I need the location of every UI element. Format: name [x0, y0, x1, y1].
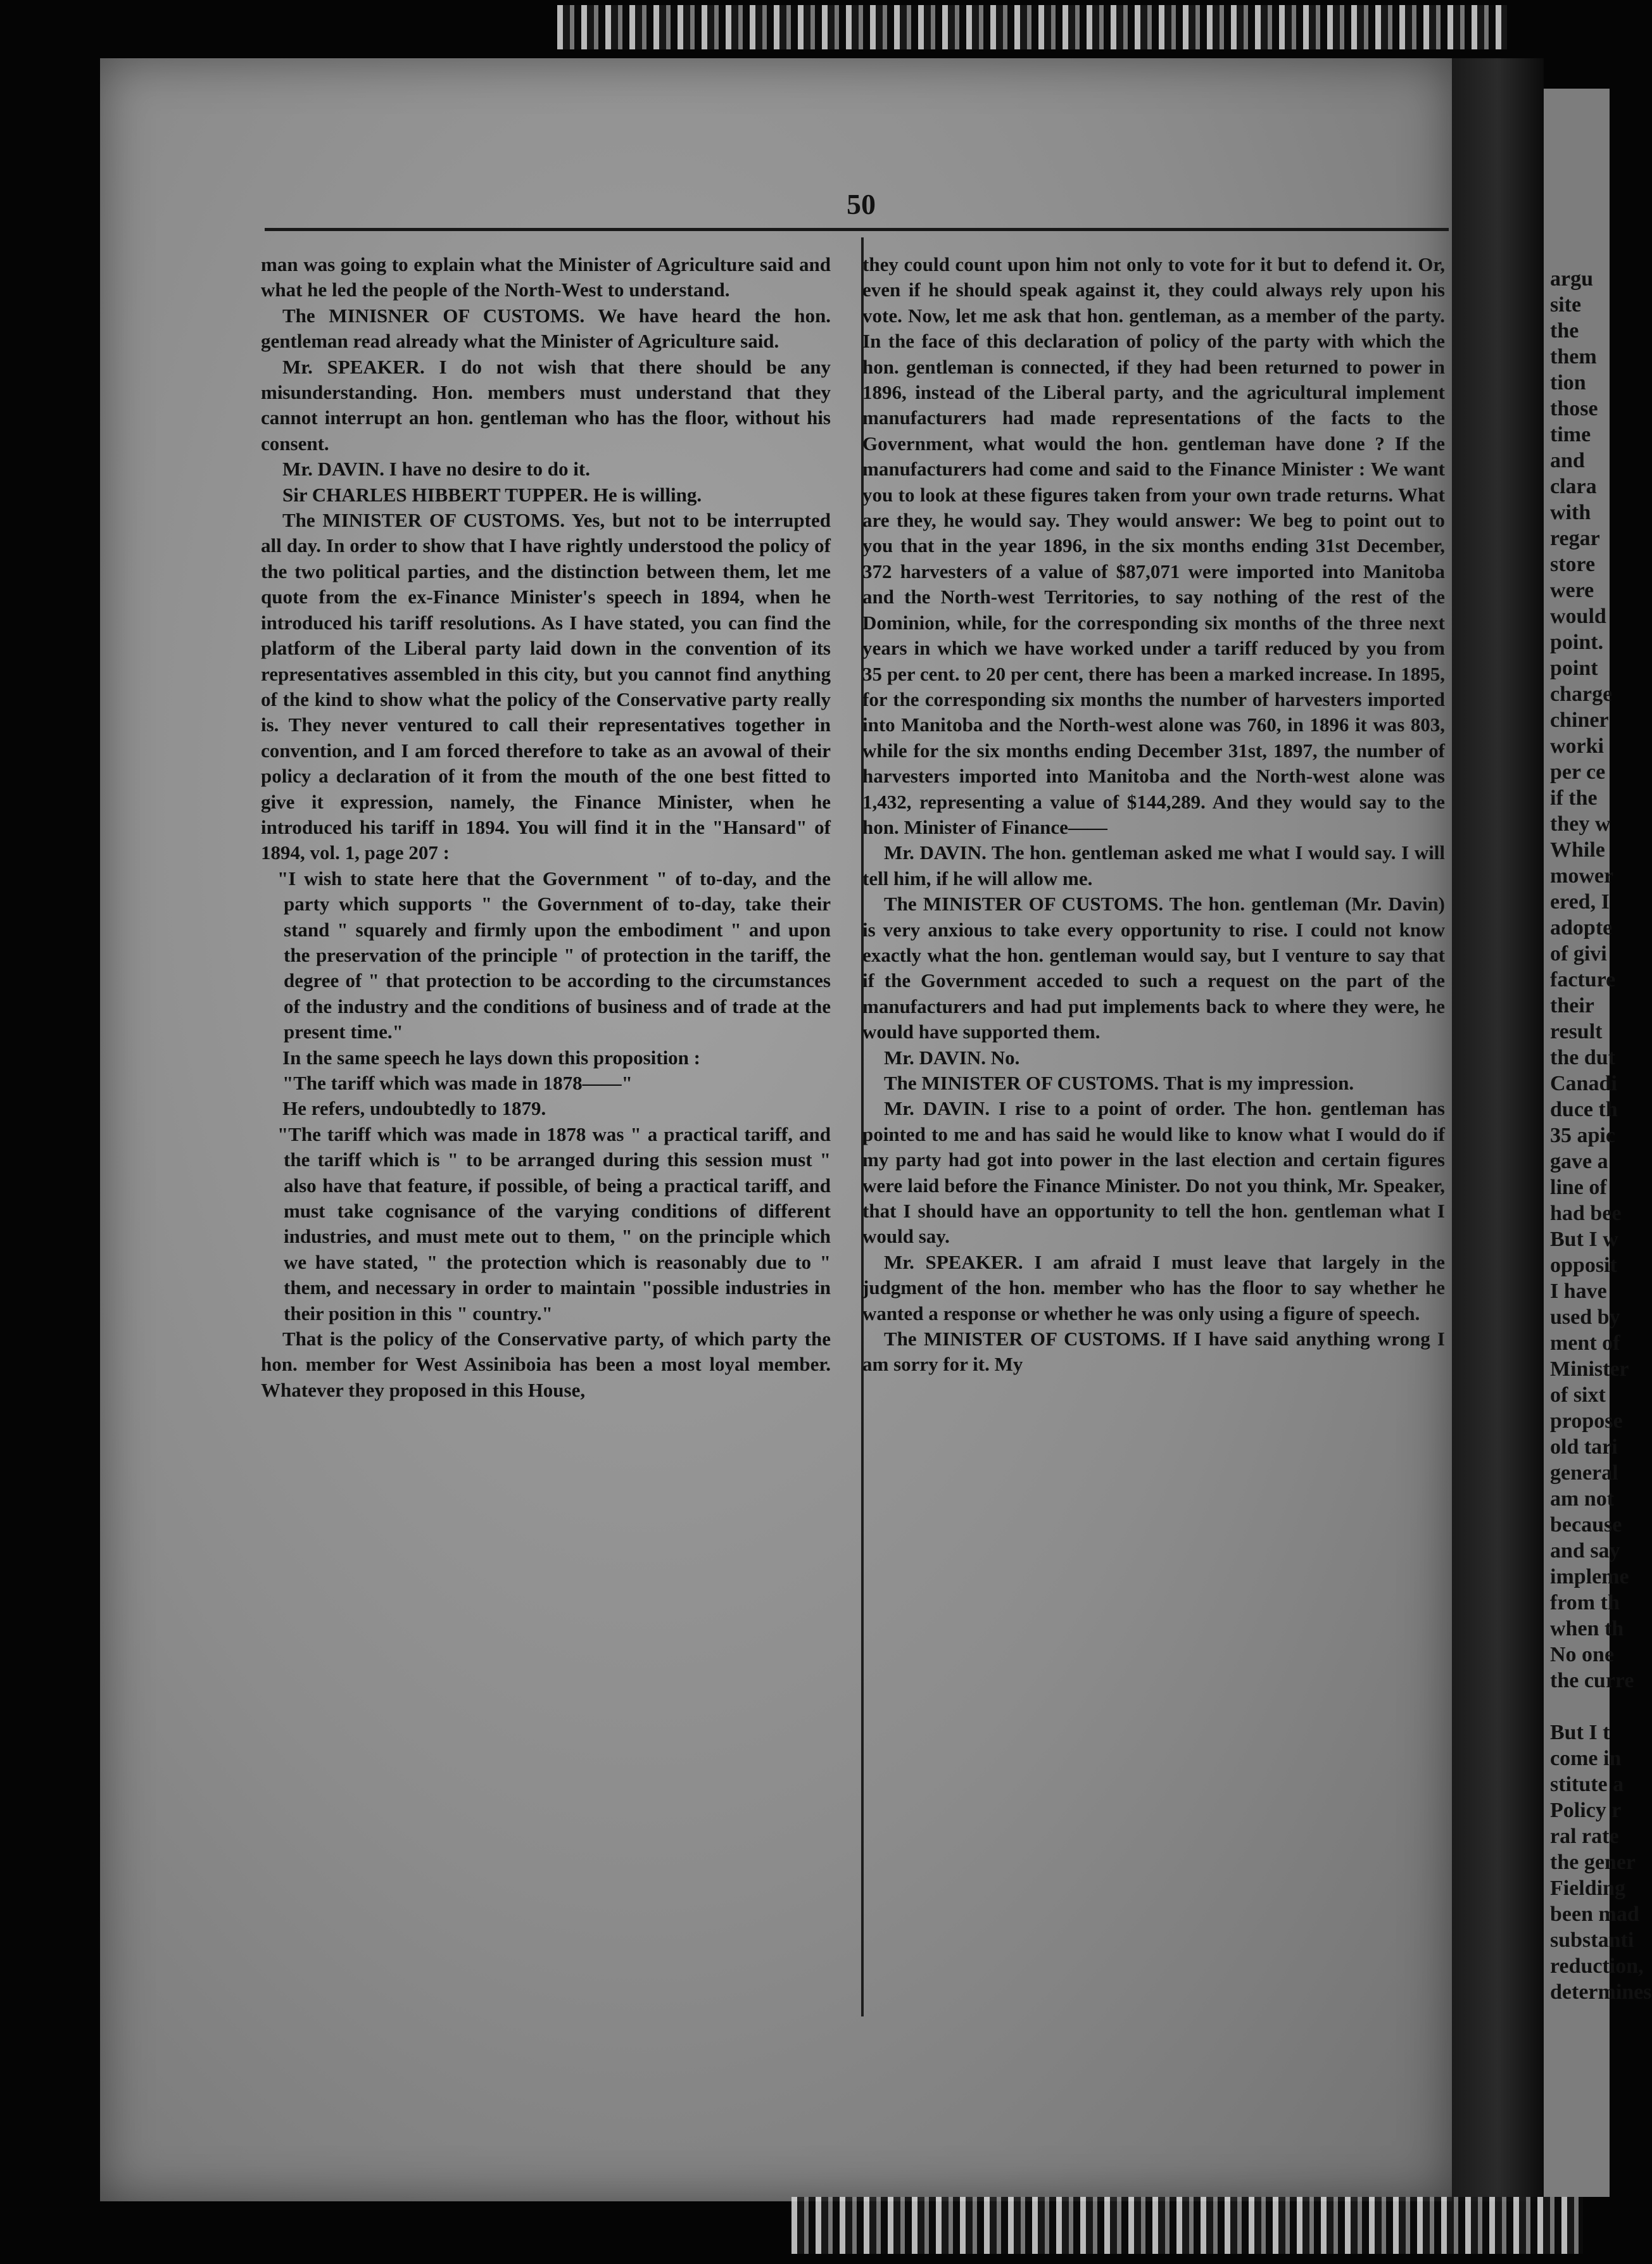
adjacent-page-line: would [1550, 605, 1606, 628]
adjacent-page-line: ment of [1550, 1331, 1620, 1355]
adjacent-page-line: been mad [1550, 1902, 1639, 1926]
adjacent-page-line: per ce [1550, 760, 1606, 784]
adjacent-page-line: But I w [1550, 1228, 1618, 1251]
adjacent-page-line: when th [1550, 1617, 1624, 1640]
adjacent-page-line: old tari [1550, 1435, 1618, 1459]
adjacent-page-line: because [1550, 1513, 1622, 1537]
adjacent-page-line: mower [1550, 864, 1614, 888]
adjacent-page-line: line of [1550, 1176, 1607, 1199]
paragraph: In the same speech he lays down this proposition : [282, 1046, 700, 1069]
paragraph: The MINISTER OF CUSTOMS. Yes, but not to be interrupted all day. In order to show that I have rightly understood the policy of the two political parties, and the distinction between them, let me quote from the ex-Finance Minister's speech in 1894, when he introduced his tariff resolutions. As I have stated, you can find the platform of the Liberal party laid down in the convention of its representatives assembled in this city, but you cannot find anything of the kind to show what the policy of the Conservative party really is. They never ventured to call their representatives together in convention, and I am forced therefore to take as an avowal of their policy a declaration of it from the mouth of the one best fitted to give it expression, namely, the Finance Minister, when he introduced his tariff in 1894. You will find it in the "Hansard" of 1894, vol. 1, page 207 : [261, 509, 831, 864]
paragraph: The MINISTER OF CUSTOMS. The hon. gentleman (Mr. Davin) is very anxious to take every opportunity to rise. I could not know exactly what the hon. gentleman would say, but I venture to say that if the Government acceded to such a request on the part of the manufacturers and had put implements back to where they were, he would have supported them. [862, 893, 1445, 1043]
paragraph: Mr. DAVIN. No. [884, 1046, 1020, 1069]
paragraph: The MINISNER OF CUSTOMS. We have heard the hon. gentleman read already what the Minister of Agriculture said. [261, 304, 831, 353]
adjacent-page-line: the dut [1550, 1046, 1615, 1069]
scan-border-top [557, 5, 1507, 49]
adjacent-page-line: charge [1550, 682, 1613, 706]
adjacent-page-line: if the [1550, 786, 1598, 810]
adjacent-page-line: Fielding [1550, 1877, 1626, 1900]
left-column [261, 252, 831, 1403]
adjacent-page-text [1544, 89, 1652, 2005]
adjacent-page-line: am not [1550, 1487, 1615, 1511]
scan-border-bottom [791, 2197, 1583, 2254]
adjacent-page-line: their [1550, 994, 1594, 1017]
book-gutter [1452, 58, 1544, 2201]
adjacent-page-line: ral rate [1550, 1825, 1619, 1848]
adjacent-page-line: tion [1550, 371, 1586, 394]
paragraph: man was going to explain what the Minister of Agriculture said and what he led the people of the North-West to understand. [261, 253, 831, 301]
adjacent-page-line: the [1550, 319, 1579, 343]
paragraph: Mr. SPEAKER. I am afraid I must leave that largely in the judgment of the hon. member who has the floor to say whether he wanted a response or whether he was only using a figure of speech. [862, 1250, 1445, 1324]
adjacent-page-line: ered, I [1550, 890, 1610, 914]
adjacent-page-line: the curre [1550, 1669, 1634, 1692]
adjacent-page-line: substanti [1550, 1928, 1634, 1952]
paragraph: Sir CHARLES HIBBERT TUPPER. He is willing. [282, 483, 702, 506]
adjacent-page-line: adopte [1550, 916, 1613, 940]
adjacent-page-line: gave a [1550, 1150, 1608, 1173]
adjacent-page-line: the gener [1550, 1851, 1636, 1874]
adjacent-page-line: time [1550, 423, 1591, 446]
adjacent-page-line: Canadi [1550, 1072, 1617, 1095]
adjacent-page-line: come in [1550, 1747, 1622, 1770]
adjacent-page-line: those [1550, 397, 1598, 420]
adjacent-page-line: impleme [1550, 1565, 1629, 1588]
adjacent-page-line: were [1550, 579, 1594, 602]
paragraph: The MINISTER OF CUSTOMS. If I have said anything wrong I am sorry for it. My [862, 1328, 1445, 1376]
adjacent-page-line: propose [1550, 1409, 1623, 1433]
paragraph: That is the policy of the Conservative party, of which party the hon. member for West Assiniboia has been a most loyal member. Whatever they proposed in this House, [261, 1328, 831, 1401]
quotation: "The tariff which was made in 1878——" [282, 1072, 633, 1094]
adjacent-page-line: clara [1550, 475, 1597, 498]
adjacent-page-line: chiner [1550, 708, 1609, 732]
adjacent-page-line: they w [1550, 812, 1611, 836]
adjacent-page-line: determines [1550, 1980, 1652, 2004]
adjacent-page-line: opposit [1550, 1254, 1617, 1277]
paragraph: Mr. DAVIN. I rise to a point of order. The hon. gentleman has pointed to me and has said he would like to know what I would do if my party had got into power in the last election and certain figures were laid before the Finance Minister. Do not you think, Mr. Speaker, that I should have an opportunity to tell the hon. gentleman what I would say. [862, 1097, 1445, 1248]
adjacent-page-line: site [1550, 293, 1582, 317]
adjacent-page-line: used by [1550, 1305, 1620, 1329]
adjacent-page-line: reduction, [1550, 1954, 1644, 1978]
paragraph: Mr. DAVIN. I have no desire to do it. [282, 458, 590, 481]
header-rule [265, 228, 1449, 231]
adjacent-page-line: them [1550, 345, 1597, 368]
adjacent-page-line: stitute a [1550, 1773, 1624, 1796]
paragraph: they could count upon him not only to vote for it but to defend it. Or, even if he should speak against it, they could always rely upon his vote. Now, let me ask that hon. gentleman, as a member of the party. In the face of this declaration of policy of the party with which the hon. gentleman is connected, if they had been returned to power in 1896, instead of the Liberal party, and the agricultural implement manufacturers had made representations of the facts to the Government, what would the hon. gentleman have done ? If the manufacturers had come and said to the Finance Minister : We want you to look at these figures taken from your own trade returns. What are they, he would say. They would answer: We beg to point out to you that in the year 1896, in the six months ending 31st December, 372 harvesters of a value of $87,071 were imported into Manitoba and the North-west Territories, to say nothing of the rest of the Dominion, while, for the corresponding six months of the three next years in which we have worked under a tariff reduced by you from 35 per cent. to 20 per cent, there has been a marked increase. In 1895, for the corresponding six months the number of harvesters imported into Manitoba and the North-west alone was 760, in 1896 it was 803, while for the six months ending December 31st, 1897, the number of harvesters imported into Manitoba and the North-west alone was 1,432, representing a value of $144,289. And they would say to the hon. Minister of Finance—— [862, 253, 1445, 838]
right-column [862, 252, 1445, 1378]
paragraph: He refers, undoubtedly to 1879. [282, 1097, 546, 1120]
adjacent-page-line: general [1550, 1461, 1618, 1485]
adjacent-page-line: and [1550, 449, 1585, 472]
adjacent-page-line: of givi [1550, 942, 1607, 965]
quotation: "I wish to state here that the Government " of to-day, and the party which supports " the Government of to-day, take their stand " squarely and firmly upon the embodiment " and upon the preservation of the principle " of protection in the tariff, the degree of " that protection to be according to the circumstances of the industry and the conditions of business and of trade at the present time." [277, 867, 831, 1043]
paragraph: Mr. DAVIN. The hon. gentleman asked me what I would say. I will tell him, if he will allow me. [862, 841, 1445, 890]
adjacent-page-line: point [1550, 657, 1598, 680]
page-number: 50 [847, 188, 876, 220]
adjacent-page-line: regar [1550, 527, 1600, 550]
adjacent-page-line: But I t [1550, 1721, 1610, 1744]
adjacent-page-line: point. [1550, 631, 1604, 654]
adjacent-page-line: duce th [1550, 1098, 1618, 1121]
adjacent-page-line: store [1550, 553, 1596, 576]
paragraph: The MINISTER OF CUSTOMS. That is my impression. [884, 1072, 1354, 1094]
adjacent-page-line: from th [1550, 1591, 1620, 1614]
adjacent-page-line: worki [1550, 734, 1604, 758]
adjacent-page-edge [1544, 89, 1652, 2197]
adjacent-page-line: result [1550, 1020, 1603, 1043]
paragraph: Mr. SPEAKER. I do not wish that there should be any misunderstanding. Hon. members must understand that they cannot interrupt an hon. gentleman who has the floor, without his consent. [261, 355, 831, 455]
adjacent-page-line: While [1550, 838, 1605, 862]
adjacent-page-line: with [1550, 501, 1591, 524]
adjacent-page-line: No one [1550, 1643, 1615, 1666]
adjacent-page-line: Minister [1550, 1357, 1629, 1381]
adjacent-page-line: 35 apic [1550, 1124, 1615, 1147]
adjacent-page-line: of sixt [1550, 1383, 1606, 1407]
quotation: "The tariff which was made in 1878 was " a practical tariff, and the tariff which is " to be arranged during this session must " also have that feature, if possible, of being a practical tariff, and must take cognisance of the varying conditions of different industries, and must mete out to them, " on the principle which we have stated, " the protection which is reasonably due to " them, and necessary in order to maintain "possible industries in their position in this " country." [277, 1123, 831, 1324]
adjacent-page-line: had bee [1550, 1202, 1622, 1225]
adjacent-page-line: facture [1550, 968, 1616, 991]
adjacent-page-line: argu [1550, 267, 1593, 291]
adjacent-page-line: I have [1550, 1280, 1607, 1303]
adjacent-page-line: and say [1550, 1539, 1620, 1563]
adjacent-page-line: Policy r [1550, 1799, 1622, 1822]
adjacent-page-line [1550, 1694, 1610, 1720]
